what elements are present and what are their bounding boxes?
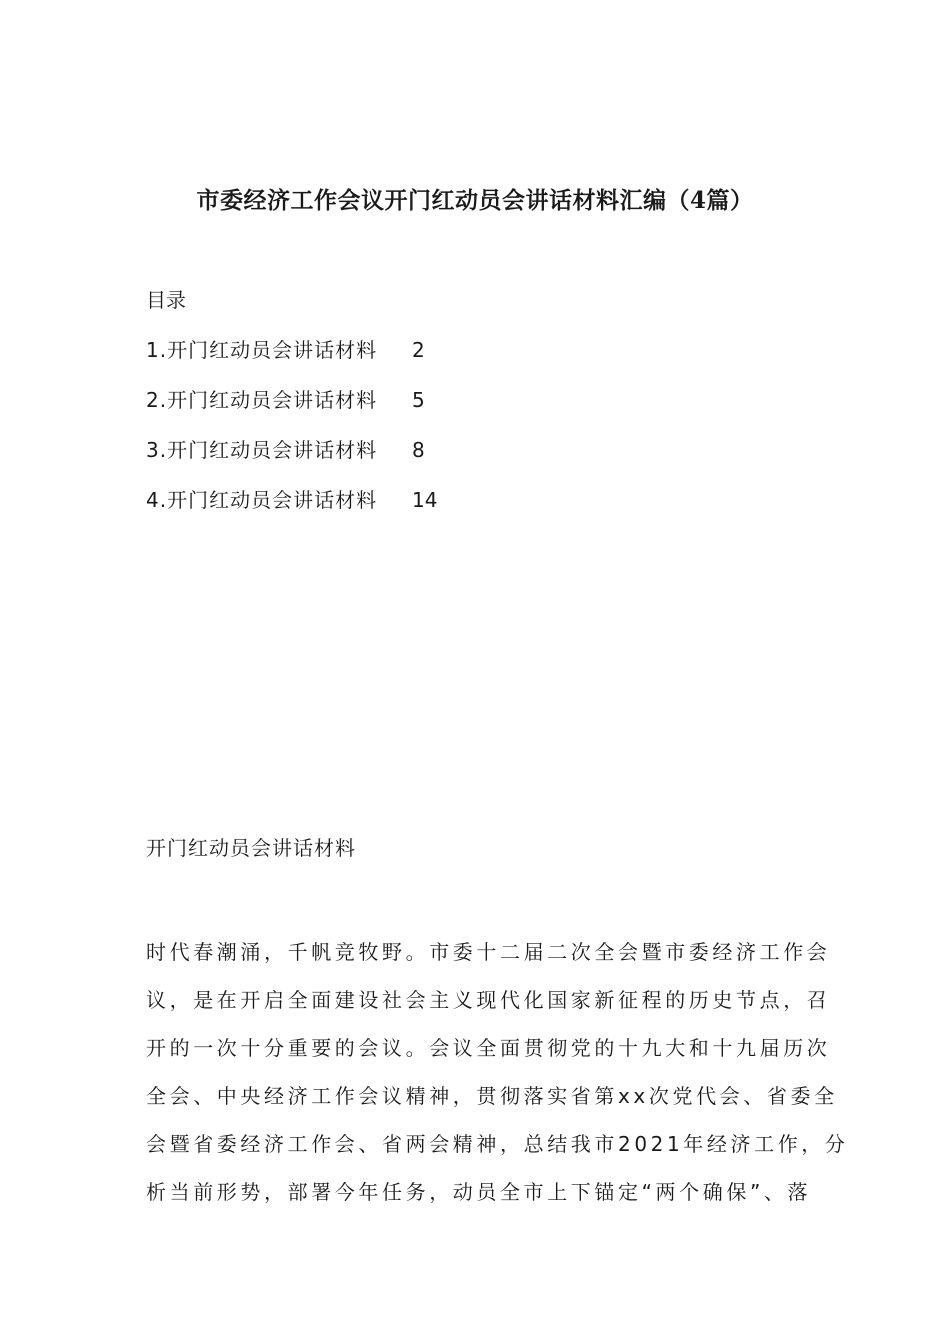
document-title: 市委经济工作会议开门红动员会讲话材料汇编（4篇） <box>196 187 754 214</box>
toc-item-label: 2.开门红动员会讲话材料 <box>146 388 378 412</box>
body-line: 全会、中央经济工作会议精神，贯彻落实省第xx次党代会、省委全 <box>146 1084 838 1108</box>
toc-heading: 目录 <box>146 288 186 312</box>
toc-item-page: 2 <box>412 338 425 362</box>
toc-item-page: 14 <box>412 488 438 512</box>
toc-item-page: 5 <box>412 388 425 412</box>
body-line: 会暨省委经济工作会、省两会精神，总结我市2021年经济工作，分 <box>146 1132 849 1156</box>
body-line: 开的一次十分重要的会议。会议全面贯彻党的十九大和十九届历次 <box>146 1036 831 1060</box>
toc-item <box>146 334 546 384</box>
toc-item-label: 3.开门红动员会讲话材料 <box>146 438 378 462</box>
body-line: 析当前形势，部署今年任务，动员全市上下锚定“两个确保”、落 <box>146 1180 812 1204</box>
toc-item-page: 8 <box>412 438 425 462</box>
body-paragraph <box>146 928 849 1216</box>
section-title: 开门红动员会讲话材料 <box>146 836 356 860</box>
toc-item-label: 1.开门红动员会讲话材料 <box>146 338 378 362</box>
toc-item-label: 4.开门红动员会讲话材料 <box>146 488 378 512</box>
body-line: 时代春潮涌，千帆竞牧野。市委十二届二次全会暨市委经济工作会 <box>146 940 831 964</box>
toc-item <box>146 384 546 434</box>
toc-item <box>146 484 546 534</box>
table-of-contents <box>146 334 546 534</box>
toc-item <box>146 434 546 484</box>
body-line: 议，是在开启全面建设社会主义现代化国家新征程的历史节点，召 <box>146 988 831 1012</box>
